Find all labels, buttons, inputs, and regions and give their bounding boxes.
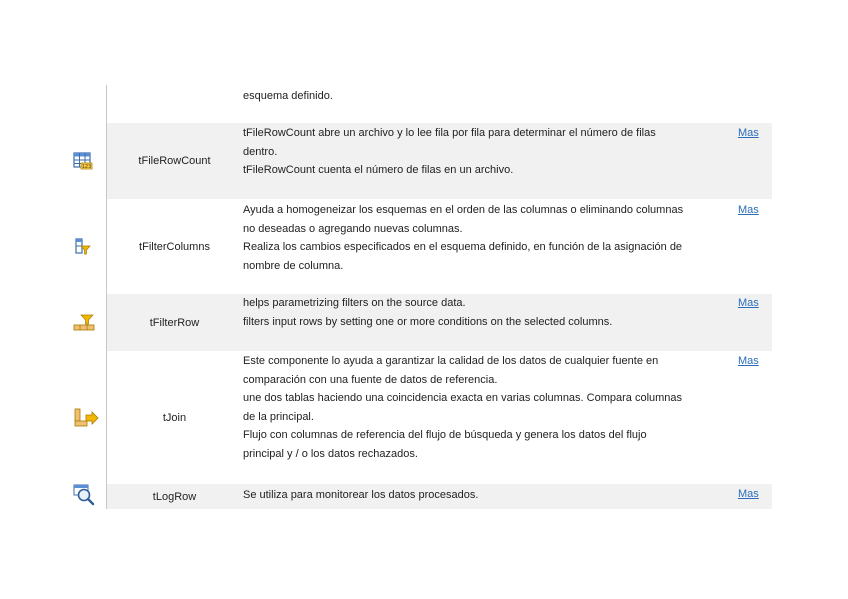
description-line: principal y / o los datos rechazados. xyxy=(243,447,418,460)
component-name: tFilterRow xyxy=(149,316,200,329)
description-line: Se utiliza para monitorear los datos procesados. xyxy=(243,489,479,501)
description-line: une dos tablas haciendo una coincidencia exacta en varias columnas. Compara columnas xyxy=(243,392,683,404)
more-link[interactable]: Mas xyxy=(738,204,759,216)
description-line: Realiza los cambios especificados en el esquema definido, en función de la asignación de xyxy=(243,241,683,253)
description-line: de la principal. xyxy=(243,410,314,423)
table-row xyxy=(73,351,772,484)
description-line: Este componente lo ayuda a garantizar la calidad de los datos de cualquier fuente en xyxy=(243,355,659,367)
component-description xyxy=(243,351,727,484)
table-row xyxy=(73,484,772,509)
svg-text:123: 123 xyxy=(81,164,92,170)
component-table xyxy=(73,85,772,509)
filter-columns-icon xyxy=(73,237,93,257)
component-name: tFileRowCount xyxy=(138,155,211,167)
component-name: tLogRow xyxy=(152,490,197,503)
table-row xyxy=(73,294,772,351)
description-line: tFileRowCount cuenta el número de filas en un archivo. xyxy=(243,164,514,176)
description-line: tFileRowCount abre un archivo y lo lee fila por fila para determinar el número de filas xyxy=(243,127,656,139)
component-name: tJoin xyxy=(162,411,187,424)
more-link[interactable]: Mas xyxy=(738,127,759,139)
continuation-text: esquema definido. xyxy=(243,90,333,102)
component-description xyxy=(243,484,727,509)
description-line: nombre de columna. xyxy=(243,259,344,272)
description-line: no deseadas o agregando nuevas columnas. xyxy=(243,222,463,235)
description-line: comparación con una fuente de datos de referencia. xyxy=(243,373,498,386)
description-line: dentro. xyxy=(243,145,278,158)
component-description xyxy=(243,199,727,294)
table-row-continuation xyxy=(73,85,772,123)
description-line: Ayuda a homogeneizar los esquemas en el orden de las columnas o eliminando columnas xyxy=(243,204,684,216)
log-row-icon xyxy=(73,484,95,506)
component-name: tFilterColumns xyxy=(139,240,210,253)
table-row xyxy=(73,123,772,199)
more-link[interactable]: Mas xyxy=(738,297,759,309)
component-description xyxy=(243,123,727,199)
table-count-icon xyxy=(73,151,93,171)
component-description xyxy=(243,294,727,351)
table-row xyxy=(73,199,772,294)
join-icon xyxy=(73,407,99,429)
description-line: filters input rows by setting one or more conditions on the selected columns. xyxy=(243,315,613,328)
more-link[interactable]: Mas xyxy=(738,488,759,500)
more-link[interactable]: Mas xyxy=(738,355,759,367)
filter-row-icon xyxy=(73,313,95,333)
description-line: helps parametrizing filters on the source data. xyxy=(243,297,466,309)
description-line: Flujo con columnas de referencia del flujo de búsqueda y genera los datos del flujo xyxy=(243,429,647,441)
